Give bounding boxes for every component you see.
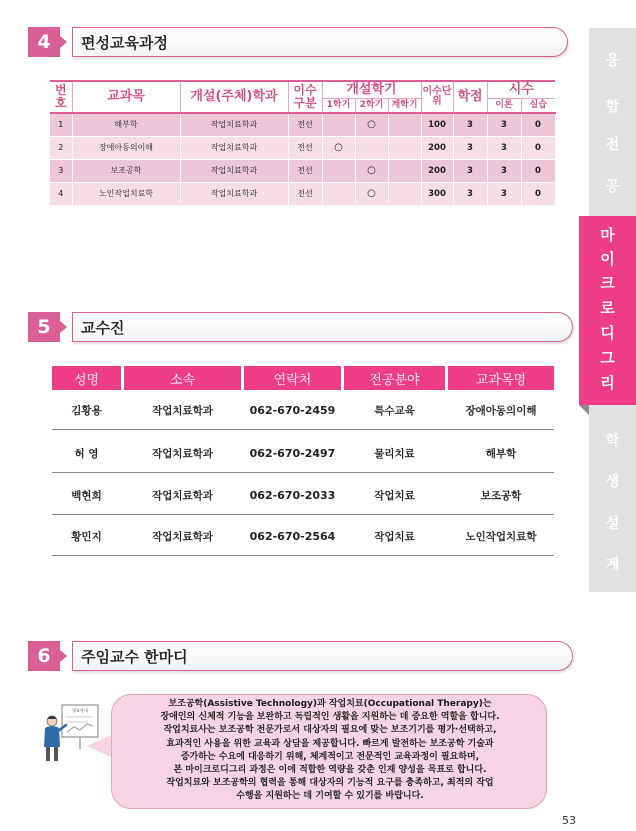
section-number: 4	[28, 27, 60, 57]
message-line: 작업치료사는 보조공학 전문가로서 대상자의 필요에 맞는 보조기기를 평가·선택하고,	[163, 725, 497, 736]
header-no: 번호	[50, 81, 72, 113]
side-nav-char: 생	[605, 474, 620, 490]
side-nav-char: 학	[605, 433, 620, 449]
header-sem1: 1학기	[322, 98, 355, 113]
cell-sem2: ○	[355, 113, 388, 136]
cell-unit: 200	[421, 136, 453, 159]
cell-type: 전선	[288, 159, 322, 182]
side-nav-char-active: 디	[600, 324, 615, 342]
section-header-message	[28, 641, 573, 671]
cell-sem1	[322, 113, 355, 136]
cell-sem2: ○	[355, 159, 388, 182]
message-line: 증가하는 수요에 대응하기 위해, 체계적이고 전문적인 교육과정이 필요하며,	[180, 751, 480, 762]
cell-type: 전선	[288, 182, 322, 205]
faculty-name: 김황용	[71, 404, 102, 417]
header-theory: 이론	[487, 98, 521, 113]
table-row	[50, 136, 555, 159]
message-line: 수행을 지원하는 데 기여할 수 있기를 바랍니다.	[236, 791, 424, 802]
cell-theory: 3	[487, 113, 521, 136]
header-semester: 개설학기	[322, 81, 421, 98]
section-arrow	[60, 650, 67, 662]
cell-subject: 해부학	[72, 113, 180, 136]
side-nav-char-active: 로	[600, 299, 615, 317]
section-number: 6	[28, 641, 60, 671]
cell-sem2	[355, 136, 388, 159]
table-row	[52, 390, 554, 430]
table-row	[52, 433, 554, 473]
section-title: 교수진	[81, 319, 125, 337]
cell-practice: 0	[521, 136, 555, 159]
cell-dept: 작업치료학과	[180, 159, 288, 182]
side-nav-char: 설	[605, 516, 620, 532]
cell-credit: 3	[453, 159, 487, 182]
faculty-major: 물리치료	[374, 447, 415, 460]
curriculum-table	[50, 80, 556, 206]
side-nav-fold	[579, 405, 589, 415]
side-nav-char-active: 마	[600, 226, 615, 244]
table-row	[50, 113, 555, 136]
faculty-course: 해부학	[485, 447, 517, 460]
page-number: 53	[562, 814, 576, 827]
cell-sem2: ○	[355, 182, 388, 205]
cell-unit: 300	[421, 182, 453, 205]
faculty-major: 작업치료	[374, 530, 415, 543]
cell-credit: 3	[453, 136, 487, 159]
section-header-curriculum	[28, 27, 568, 57]
message-line: 보조공학(Assistive Technology)과 작업치료(Occupational Therapy)는	[168, 699, 492, 709]
faculty-name: 백현희	[71, 489, 102, 502]
cell-unit: 200	[421, 159, 453, 182]
faculty-phone: 062-670-2497	[249, 446, 336, 460]
section-arrow	[60, 36, 67, 48]
message-line: 장애인의 신체적 기능을 보완하고 독립적인 생활을 지원하는 데 중요한 역할을 합니다.	[160, 712, 500, 723]
side-nav-char-active: 이	[600, 250, 615, 268]
faculty-phone: 062-670-2459	[249, 403, 336, 417]
board-label: 발표안내	[72, 708, 88, 713]
faculty-major: 특수교육	[374, 404, 415, 417]
message-line: 작업치료와 보조공학의 협력을 통해 대상자의 기능적 요구를 충족하고, 최적의 작업	[166, 778, 494, 789]
section-title-bar	[72, 27, 568, 57]
cell-sem1: ○	[322, 136, 355, 159]
faculty-name: 허 영	[74, 447, 99, 460]
message-text	[116, 698, 544, 804]
faculty-phone: 062-670-2564	[249, 529, 336, 543]
cell-subject: 노인작업치료학	[72, 182, 180, 205]
section-arrow	[60, 321, 67, 333]
cell-theory: 3	[487, 159, 521, 182]
section-title: 주임교수 한마디	[81, 648, 188, 666]
section-title: 편성교육과정	[81, 34, 168, 52]
cell-no: 1	[50, 113, 72, 136]
section-header-faculty	[28, 312, 573, 342]
cell-credit: 3	[453, 182, 487, 205]
person-body-icon	[44, 726, 60, 747]
side-nav-char: 계	[605, 557, 620, 573]
cell-sem3	[388, 113, 421, 136]
cell-subject: 보조공학	[72, 159, 180, 182]
header-type: 이수구분	[288, 81, 322, 113]
table-row	[52, 516, 554, 556]
cell-dept: 작업치료학과	[180, 136, 288, 159]
side-nav-char-active: 크	[600, 274, 615, 292]
header-unit: 이수단위	[421, 81, 453, 113]
header-subject: 교과목	[72, 81, 180, 113]
side-nav-char-active: 그	[600, 349, 615, 367]
cell-practice: 0	[521, 182, 555, 205]
header-dept: 개설(주체)학과	[180, 81, 288, 113]
faculty-course: 보조공학	[480, 489, 522, 502]
cell-sem1	[322, 159, 355, 182]
faculty-header-name: 성명	[52, 366, 121, 390]
cell-unit: 100	[421, 113, 453, 136]
header-sem3: 계학기	[388, 98, 421, 113]
side-nav-char: 공	[605, 179, 620, 195]
cell-no: 4	[50, 182, 72, 205]
cell-practice: 0	[521, 159, 555, 182]
cell-no: 2	[50, 136, 72, 159]
cell-sem3	[388, 136, 421, 159]
cell-dept: 작업치료학과	[180, 182, 288, 205]
header-practice: 실습	[529, 99, 547, 110]
side-nav-char: 융	[605, 53, 620, 69]
speech-bubble-tail	[87, 734, 113, 758]
section-title-bar	[72, 312, 573, 342]
faculty-dept: 작업치료학과	[152, 404, 213, 417]
header-sem2: 2학기	[355, 98, 388, 113]
table-row	[50, 182, 555, 205]
faculty-dept: 작업치료학과	[152, 530, 213, 543]
cell-no: 3	[50, 159, 72, 182]
cell-sem3	[388, 159, 421, 182]
message-line: 효과적인 사용을 위한 교육과 상담을 제공합니다. 빠르게 발전하는 보조공학 기술과	[166, 738, 494, 749]
cell-theory: 3	[487, 182, 521, 205]
faculty-header-phone: 연락처	[244, 366, 341, 390]
side-nav-char: 합	[605, 99, 620, 115]
faculty-header-major: 전공분야	[344, 366, 445, 390]
faculty-course: 장애아동의이해	[465, 404, 537, 417]
faculty-name: 황민지	[71, 530, 102, 543]
faculty-major: 작업치료	[374, 489, 415, 502]
cell-practice: 0	[521, 113, 555, 136]
side-nav-char: 전	[605, 137, 620, 153]
cell-dept: 작업치료학과	[180, 113, 288, 136]
faculty-header-dept: 소속	[124, 366, 241, 390]
cell-sem1	[322, 182, 355, 205]
cell-theory: 3	[487, 136, 521, 159]
faculty-dept: 작업치료학과	[152, 489, 213, 502]
header-hours: 시수	[487, 81, 555, 98]
faculty-header-course: 교과목명	[448, 366, 554, 390]
faculty-phone: 062-670-2033	[249, 488, 336, 502]
side-nav-char-active: 리	[600, 374, 615, 392]
section-number: 5	[28, 312, 60, 342]
cell-sem3	[388, 182, 421, 205]
cell-credit: 3	[453, 113, 487, 136]
table-row	[52, 475, 554, 515]
faculty-dept: 작업치료학과	[152, 447, 213, 460]
table-row	[50, 159, 555, 182]
cell-subject: 장애아동의이해	[72, 136, 180, 159]
cell-type: 전선	[288, 136, 322, 159]
header-credit: 학점	[453, 81, 487, 113]
message-line: 본 마이크로디그리 과정은 이에 적합한 역량을 갖춘 인재 양성을 목표로 합니다.	[173, 765, 487, 776]
section-title-bar	[72, 641, 573, 671]
faculty-course: 노인작업치료학	[465, 530, 537, 543]
cell-type: 전선	[288, 113, 322, 136]
